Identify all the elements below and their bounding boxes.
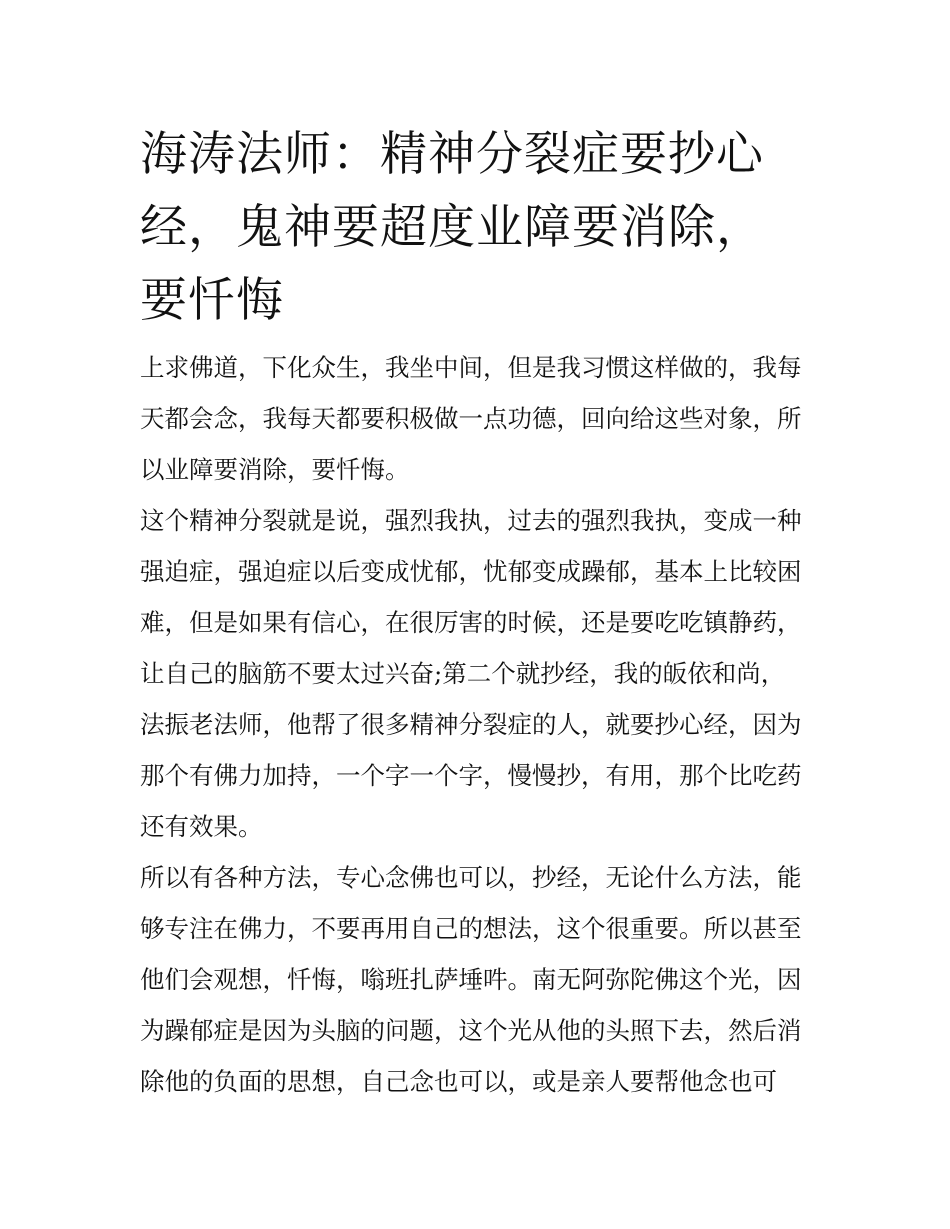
text-line: 以业障要消除，要忏悔。 bbox=[140, 455, 410, 484]
text-line: 除他的负面的思想，自己念也可以，或是亲人要帮他念也可 bbox=[140, 1067, 777, 1096]
text-line: 难，但是如果有信心，在很厉害的时候，还是要吃吃镇静药， bbox=[140, 608, 802, 637]
text-line: 够专注在佛力，不要再用自己的想法，这个很重要。所以甚至 bbox=[140, 914, 802, 943]
text-line: 强迫症，强迫症以后变成忧郁，忧郁变成躁郁，基本上比较困 bbox=[140, 557, 802, 586]
document-body bbox=[140, 349, 812, 1101]
text-line: 为躁郁症是因为头脑的问题，这个光从他的头照下去，然后消 bbox=[140, 1016, 802, 1045]
text-line: 法振老法师，他帮了很多精神分裂症的人，就要抄心经，因为 bbox=[140, 710, 802, 739]
text-line: 让自己的脑筋不要太过兴奋;第二个就抄经，我的皈依和尚， bbox=[140, 659, 786, 688]
text-line: 天都会念，我每天都要积极做一点功德，回向给这些对象，所 bbox=[140, 404, 802, 433]
paragraph-1 bbox=[140, 349, 812, 489]
title-line: 经，鬼神要超度业障要消除， bbox=[140, 200, 764, 255]
paragraph-3 bbox=[140, 859, 812, 1101]
document-content bbox=[140, 118, 812, 1114]
text-line: 还有效果。 bbox=[140, 812, 263, 841]
text-line: 这个精神分裂就是说，强烈我执，过去的强烈我执，变成一种 bbox=[140, 506, 802, 535]
text-line: 那个有佛力加持，一个字一个字，慢慢抄，有用，那个比吃药 bbox=[140, 761, 802, 790]
title-line: 要忏悔 bbox=[140, 273, 284, 328]
text-line: 所以有各种方法，专心念佛也可以，抄经，无论什么方法，能 bbox=[140, 863, 802, 892]
text-line: 他们会观想，忏悔，嗡班扎萨埵吽。南无阿弥陀佛这个光，因 bbox=[140, 965, 802, 994]
title-line: 海涛法师：精神分裂症要抄心 bbox=[140, 127, 764, 182]
paragraph-2 bbox=[140, 502, 812, 846]
document-title bbox=[140, 118, 812, 337]
text-line: 上求佛道，下化众生，我坐中间，但是我习惯这样做的，我每 bbox=[140, 353, 802, 382]
